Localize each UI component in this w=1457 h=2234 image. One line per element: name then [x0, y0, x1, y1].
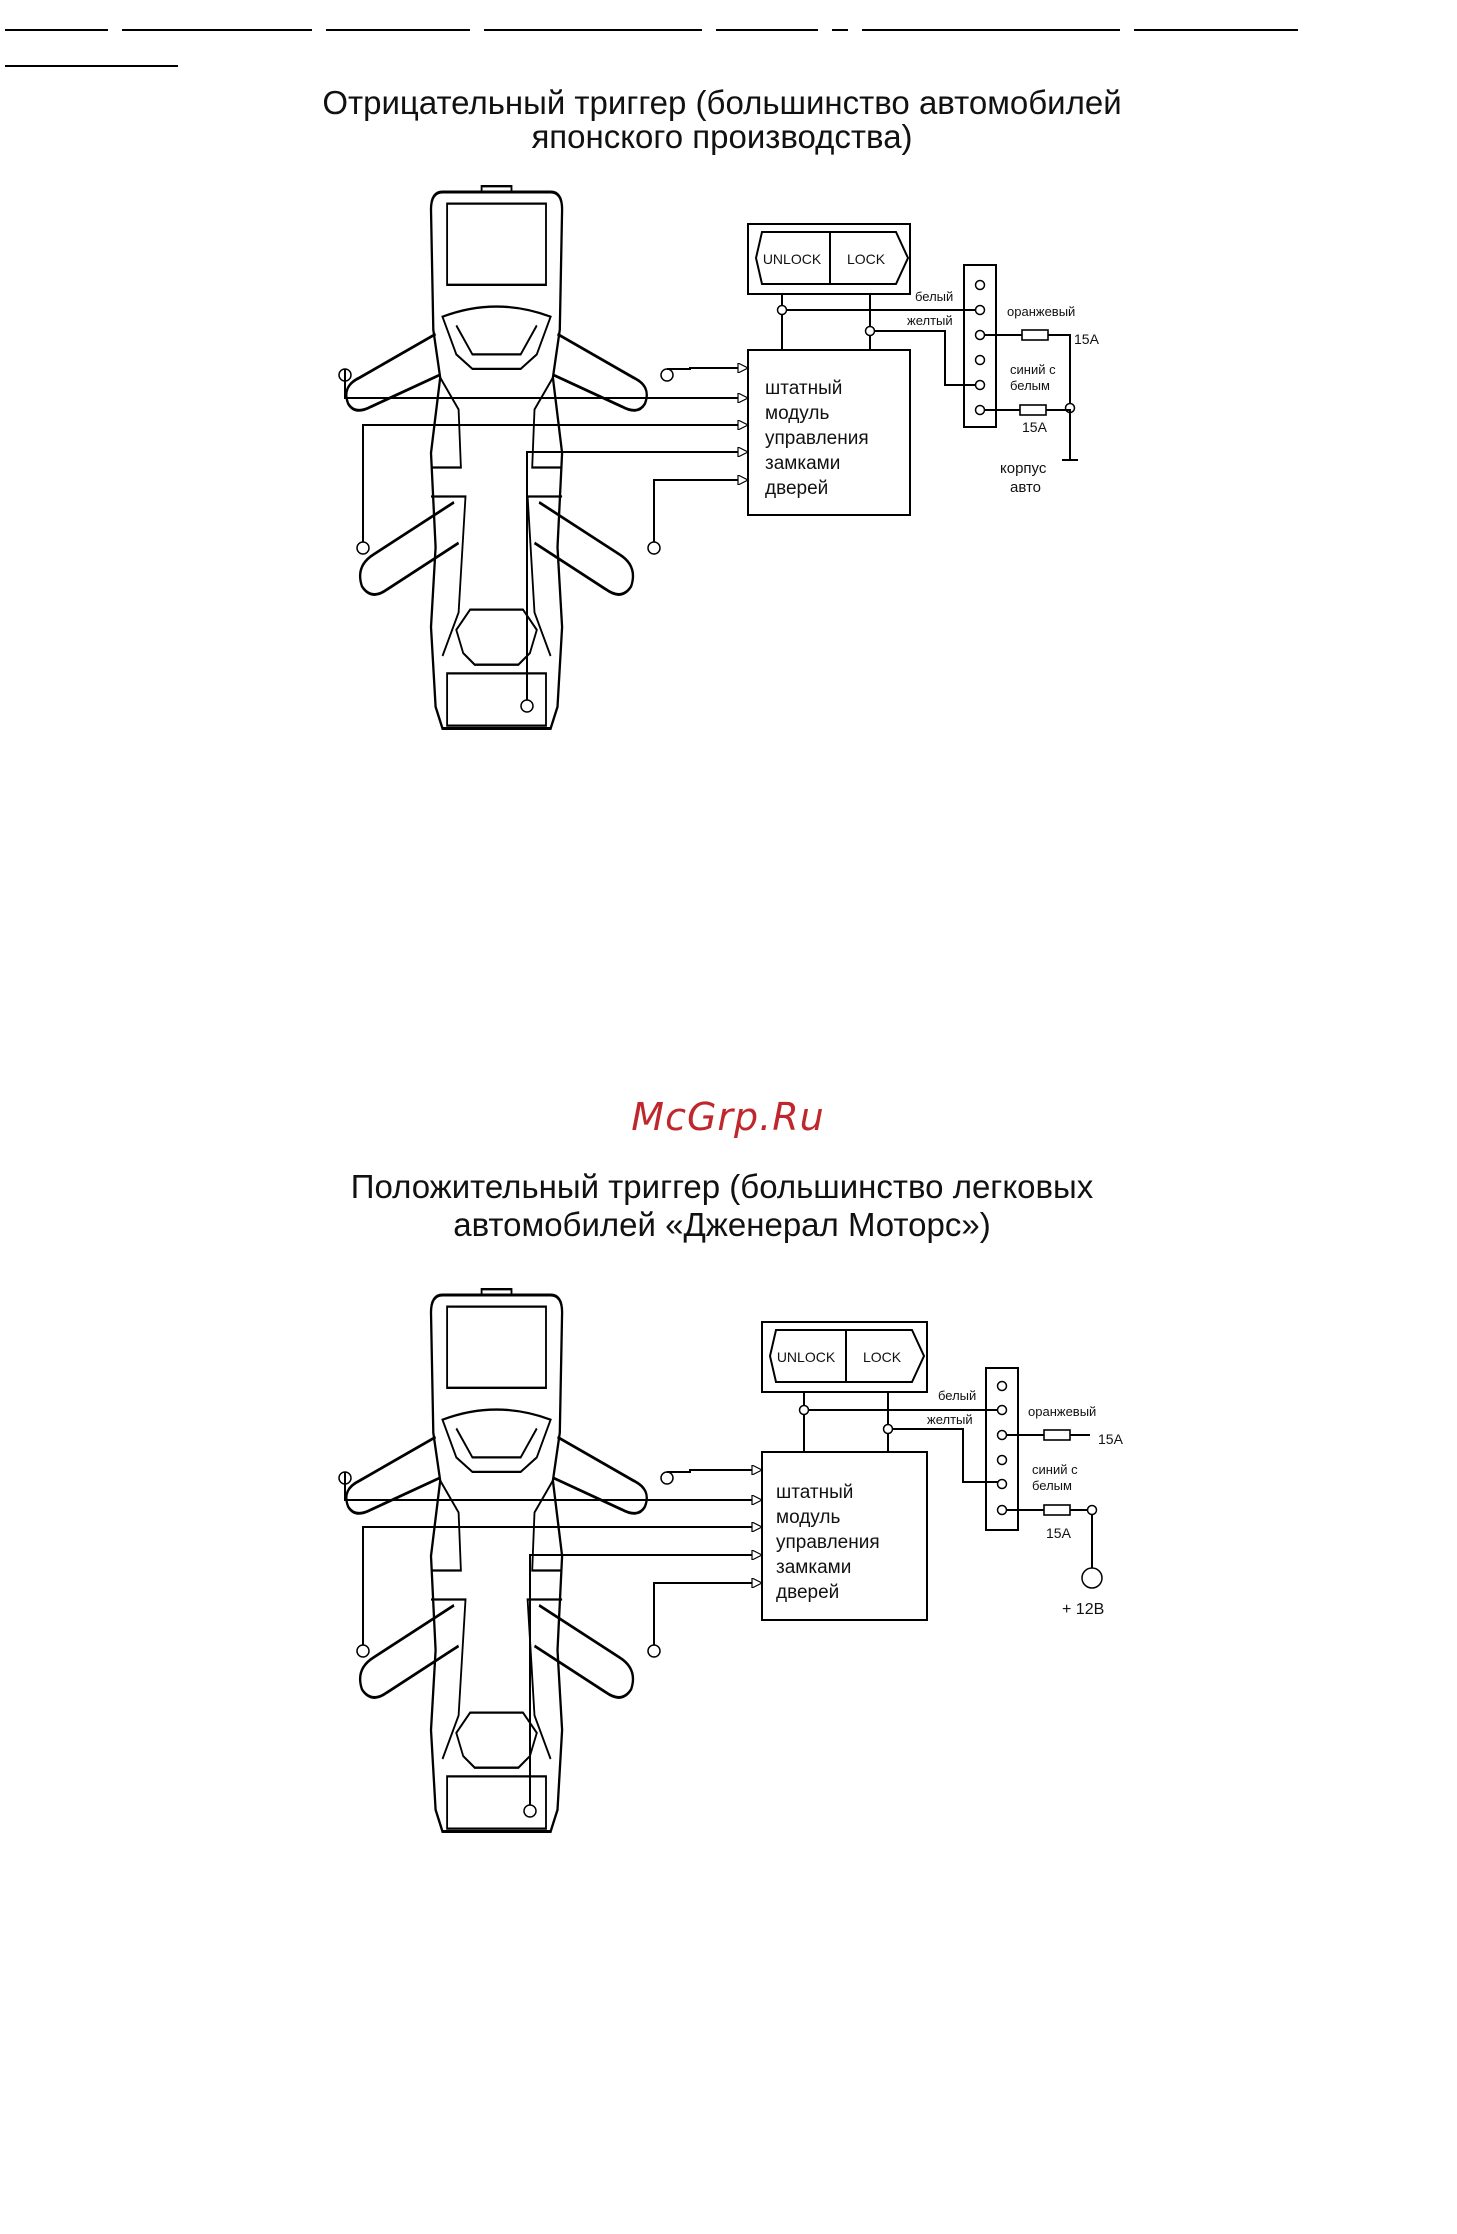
wire-yellow-label: желтый — [907, 313, 953, 328]
wire-white-label-2: белый — [938, 1388, 977, 1403]
fuse-top-2 — [1044, 1430, 1070, 1440]
wire-orange-label: оранжевый — [1007, 304, 1076, 319]
rear-right-lock-pin-2 — [648, 1645, 660, 1657]
fuse-top-label: 15А — [1074, 331, 1099, 347]
front-right-lock-pin-2 — [661, 1472, 673, 1484]
fuse-bottom-label-2: 15А — [1046, 1525, 1071, 1541]
rear-left-lock-pin-2 — [357, 1645, 369, 1657]
fuse-top — [1022, 330, 1048, 340]
wire-white-label: белый — [915, 289, 954, 304]
module-label-2: штатный модуль управления замками дверей — [776, 1482, 880, 1603]
fuse-top-label-2: 15А — [1098, 1431, 1123, 1447]
lock-label: LOCK — [846, 251, 886, 267]
power-label: + 12В — [1062, 1601, 1105, 1618]
diagram-negative-trigger — [322, 84, 1121, 729]
fuse-bottom-label: 15А — [1022, 419, 1047, 435]
diagram2-title-line2: автомобилей «Дженерал Моторс») — [453, 1206, 991, 1243]
wire-yellow-label-2: желтый — [927, 1412, 973, 1427]
diagram1-title-line1: Отрицательный триггер (большинство автомобилей — [322, 84, 1122, 121]
diagram-positive-trigger — [339, 1168, 1124, 1832]
car-outline-2 — [346, 1289, 646, 1831]
rear-left-lock-pin — [357, 542, 369, 554]
diagram1-title-line2: японского производства) — [531, 118, 913, 155]
diagram2-title-line1: Положительный триггер (большинство легковых — [350, 1168, 1094, 1205]
wire-blue-white-label-1: синий с — [1010, 362, 1056, 377]
wire-blue-white-label-2a: синий с — [1032, 1462, 1078, 1477]
fuse-bottom-2 — [1044, 1505, 1070, 1515]
trunk-lock-pin-2 — [524, 1805, 536, 1817]
header-blanks — [5, 30, 1298, 66]
ground-label-1: корпус — [1000, 460, 1047, 477]
fuse-bottom — [1020, 405, 1046, 415]
car-outline — [346, 186, 646, 728]
wire-blue-white-label-2b: белым — [1032, 1478, 1072, 1493]
wire-blue-white-label-2: белым — [1010, 378, 1050, 393]
rear-right-lock-pin — [648, 542, 660, 554]
module-label: штатный модуль управления замками дверей — [765, 378, 869, 499]
wire-orange-label-2: оранжевый — [1028, 1404, 1097, 1419]
unlock-label: UNLOCK — [762, 251, 822, 267]
trunk-lock-pin — [521, 700, 533, 712]
watermark: McGrp.Ru — [631, 1095, 825, 1139]
ground-label-2: авто — [1010, 479, 1042, 496]
power-terminal — [1082, 1568, 1102, 1588]
unlock-label-2: UNLOCK — [776, 1349, 836, 1365]
front-right-lock-pin — [661, 369, 673, 381]
lock-label-2: LOCK — [862, 1349, 902, 1365]
